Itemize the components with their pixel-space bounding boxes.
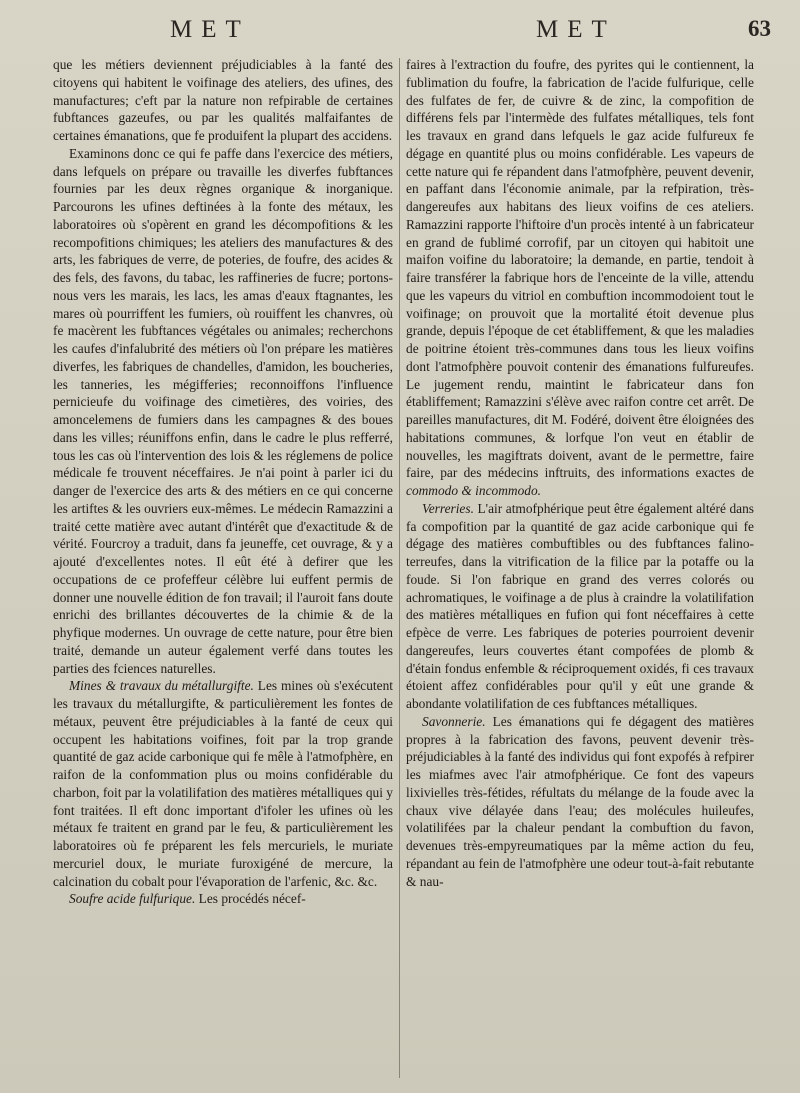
column-divider	[399, 58, 400, 1078]
text-run: Les procédés nécef-	[195, 891, 306, 907]
paragraph	[406, 56, 754, 500]
header-left-title: MET	[170, 16, 250, 43]
left-column	[53, 56, 393, 908]
text-run: L'air atmofphérique peut être également altéré dans fa compofition par la quantité de gaz acide carbonique qui fe dégage des matières combuftibles ou des fubftances falino-terreufes, dans la vitrification de la filice par la potaffe ou la foude. Si l'on fabrique en grand des verres colorés ou achromatiques, le voifinage a de plus à craindre la volatilifation des matières métalliques en fufion qui font néceffaires à cette efpèce de verre. Les fabriques de poteries pourroient devenir dangereufes, leurs couvertes étant compofées de plomb & d'étain fondus enfemble & réciproquement oxidés, fi ces travaux étoient affez confidérables pour qu'il y eût une grande & abondante volatilifation de ces fubftances métalliques.	[406, 500, 754, 711]
text-run: faires à l'extraction du foufre, des pyrites qui le contiennent, la fublimation du foufre, la fabrication de l'acide fulfurique, celle des fulfates de fer, de cuivre & de zinc, la compofition de différens fels par l'intermède des fulfates métalliques, tels font les travaux en grand dans lefquels le gaz acide fulfureux fe dégage en quantité plus ou moins confidérable. Les vapeurs de cette nature qui fe répandent dans l'atmofphère, peuvent devenir, en paffant dans l'économie animale, par la refpiration, très-dangereufes aux habitans des lieux voifins de ces ateliers. Ramazzini rapporte l'hiftoire d'un procès intenté à un fabricateur en grand de fublimé corrofif, par un citoyen qui habitoit une maifon voifine du laboratoire; la demande, en partie, tendoit à faire transférer la fabrique hors de l'enceinte de la ville, attendu que les vapeurs du vitriol en combuftion incommodoient tout le voifinage; on prouvoit que la mortalité étoit devenue plus grande, depuis l'époque de cet établiffement, & que les maladies de poitrine étoient très-communes dans tous les lieux voifins dont l'atmofphère pouvoit contenir des émanations fulfureufes. Le jugement rendu, maintint le fabricateur dans fon établiffement; Ramazzini s'élève avec raifon contre cet arrêt. De pareilles manufactures, dit M. Fodéré, doivent être éloignées des habitations communes, & lorfque l'on veut en établir de nouvelles, les magiftrats doivent, avant de le permettre, faire faire, par des médecins inftruits, des informations exactes de	[406, 57, 754, 481]
paragraph	[53, 145, 393, 678]
running-header	[0, 14, 800, 50]
paragraph	[53, 677, 393, 890]
text-run: Examinons donc ce qui fe paffe dans l'exercice des métiers, dans lefquels on prépare ou travaille les diverfes fubftances fournies par les deux règnes organique & inorganique. Parcourons les ufines deftinées à la fonte des métaux, les laboratoires où s'opèrent en grand les décompofitions & les recompofitions chimiques; les ateliers des manufactures & des arts, les fabriques de verre, de poteries, de foufre, des acides & des fels, des favons, du tabac, les raffineries de fucre; portons-nous vers les marais, les lacs, les amas d'eaux ftagnantes, les mares où pourriffent les fumiers, où rouiffent les chanvres, où fe macèrent les fubftances végétales ou animales; recherchons les caufes d'infalubrité des métiers où l'on prépare les matières diverfes, les fabriques de chandelles, d'amidon, les boucheries, les tanneries, les mégifferies; reconnoiffons l'influence pernicieufe du voifinage des cimetières, des voiries, des amoncelemens de fumiers dans les campagnes & des boues dans les villes; réuniffons enfin, dans le cadre le plus refferré, tous les cas où l'intervention des lois & les réglemens de police médicale fe trouvent néceffaires. Je n'ai point à parler ici du danger de l'exercice des arts & des métiers en ce qui concerne les artiftes & les ouvriers eux-mêmes. Le médecin Ramazzini a traité cette matière avec autant d'intérêt que d'exactitude & de vérité. Fourcroy a traduit, dans fa jeuneffe, cet ouvrage, & y a ajouté d'excellentes notes. Il eût été à defirer que les occupations de ce profeffeur célèbre lui euffent permis de donner une nouvelle édition de fon travail; il l'auroit fans doute enrichi des brillantes découvertes de la chimie & de la phyfique modernes. Un ouvrage de cette nature, pour être bien traité, demande un auteur également verfé dans toutes les parties des fciences naturelles.	[53, 145, 393, 676]
italic-run: commodo & incommodo.	[406, 483, 542, 498]
text-run: Les mines où s'exécutent les travaux du métallurgifte, & particulièrement les fontes de métaux, peuvent être préjudiciables à la fanté de ceux qui occupent les habitations voifines, foit par la trop grande quantité de gaz acide carbonique qui fe mêle à l'atmofphère, en raifon de la confommation plus ou moins confidérable du charbon, foit par la volatilifation des matières métalliques qui y font traitées. Il eft donc important d'ifoler les ufines où les métaux fe traitent en grand par le feu, & particulièrement les laboratoires où fe préparent les fels mercuriels, le muriate mercuriel doux, le muriate furoxigéné de mercure, la calcination du cobalt pour l'évaporation de l'arfenic, &c. &c.	[53, 678, 394, 889]
italic-run: Mines & travaux du métallurgifte.	[69, 678, 254, 694]
header-right-title: MET	[536, 16, 616, 43]
page-number: 63	[748, 16, 771, 41]
text-run: que les métiers deviennent préjudiciables à la fanté des citoyens qui habitent le voifinage des ateliers, des ufines, des manufactures; c'eft par la nature non refpirable de certaines fubftances gazeufes, ou par les qualités malfaifantes de certaines émanations, que fe produifent la plupart des accidens.	[53, 57, 393, 143]
italic-run: Soufre acide fulfurique.	[69, 891, 196, 907]
italic-run: Verreries.	[422, 500, 474, 516]
right-column	[406, 56, 754, 890]
paragraph	[406, 713, 754, 891]
paragraph	[53, 890, 393, 908]
text-run: Les émanations qui fe dégagent des matières propres à la fabrication des favons, peuvent devenir très-préjudiciables à la fanté des individus qui font expofés à refpirer les miafmes avec l'air atmofphérique. Ce font des vapeurs lixivielles très-fétides, réfultats du mélange de la foude avec la chaux vive délayée dans l'eau; des molécules huileufes, volatilifées par la chaleur pendant la combuftion du favon, devenues très-empyreumatiques par la même action du feu, répandant au fein de l'atmofphère une odeur tout-à-fait rebutante & nau-	[406, 713, 754, 889]
paragraph	[53, 56, 393, 145]
italic-run: Savonnerie.	[422, 713, 486, 729]
paragraph	[406, 500, 754, 713]
